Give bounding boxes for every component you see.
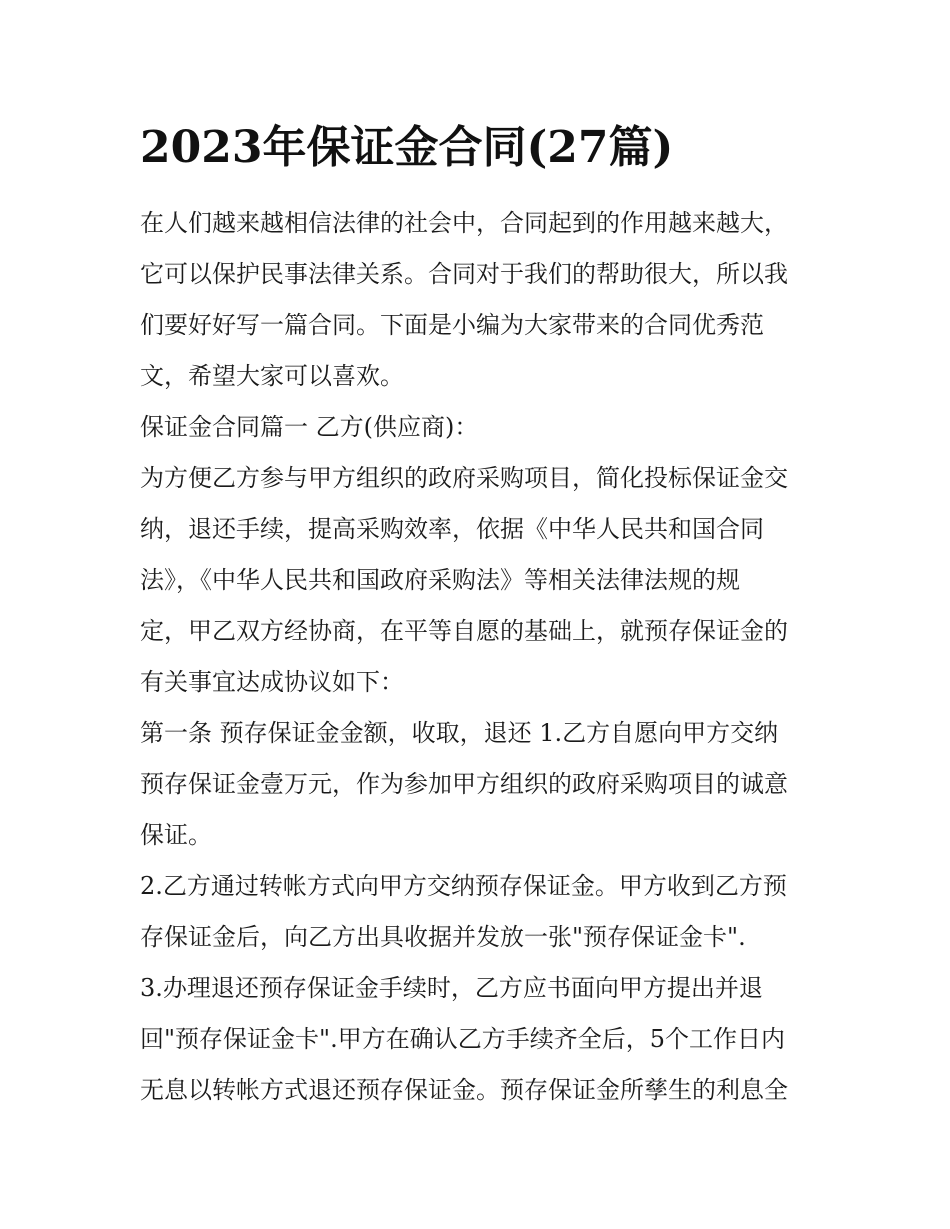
section-heading: 保证金合同篇一 乙方(供应商)：: [140, 413, 479, 441]
paragraph-line: 预存保证金壹万元，作为参加甲方组织的政府采购项目的诚意: [140, 770, 788, 798]
paragraph-line: 存保证金后，向乙方出具收据并发放一张"预存保证金卡".: [140, 923, 746, 951]
paragraph-line: 它可以保护民事法律关系。合同对于我们的帮助很大，所以我: [140, 260, 788, 288]
paragraph-line: 回"预存保证金卡".甲方在确认乙方手续齐全后，5个工作日内: [140, 1025, 785, 1053]
paragraph-line: 为方便乙方参与甲方组织的政府采购项目，简化投标保证金交: [140, 464, 788, 492]
paragraph-line: 法》，《中华人民共和国政府采购法》等相关法律法规的规: [140, 566, 740, 594]
paragraph-line: 定，甲乙双方经协商，在平等自愿的基础上，就预存保证金的: [140, 617, 788, 645]
paragraph-line: 3.办理退还预存保证金手续时，乙方应书面向甲方提出并退: [140, 974, 763, 1002]
paragraph-line: 2.乙方通过转帐方式向甲方交纳预存保证金。甲方收到乙方预: [140, 872, 787, 900]
document-title: 2023年保证金合同(27篇): [140, 122, 674, 173]
paragraph-line: 文，希望大家可以喜欢。: [140, 362, 404, 390]
paragraph-line: 纳，退还手续，提高采购效率，依据《中华人民共和国合同: [140, 515, 764, 543]
paragraph-line: 第一条 预存保证金金额，收取，退还 1.乙方自愿向甲方交纳: [140, 719, 779, 747]
paragraph-line: 们要好好写一篇合同。下面是小编为大家带来的合同优秀范: [140, 311, 764, 339]
paragraph-line: 保证。: [140, 821, 212, 849]
paragraph-line: 有关事宜达成协议如下：: [140, 668, 404, 696]
paragraph-line: 无息以转帐方式退还预存保证金。预存保证金所孳生的利息全: [140, 1076, 788, 1104]
paragraph-line: 在人们越来越相信法律的社会中，合同起到的作用越来越大，: [140, 209, 788, 237]
